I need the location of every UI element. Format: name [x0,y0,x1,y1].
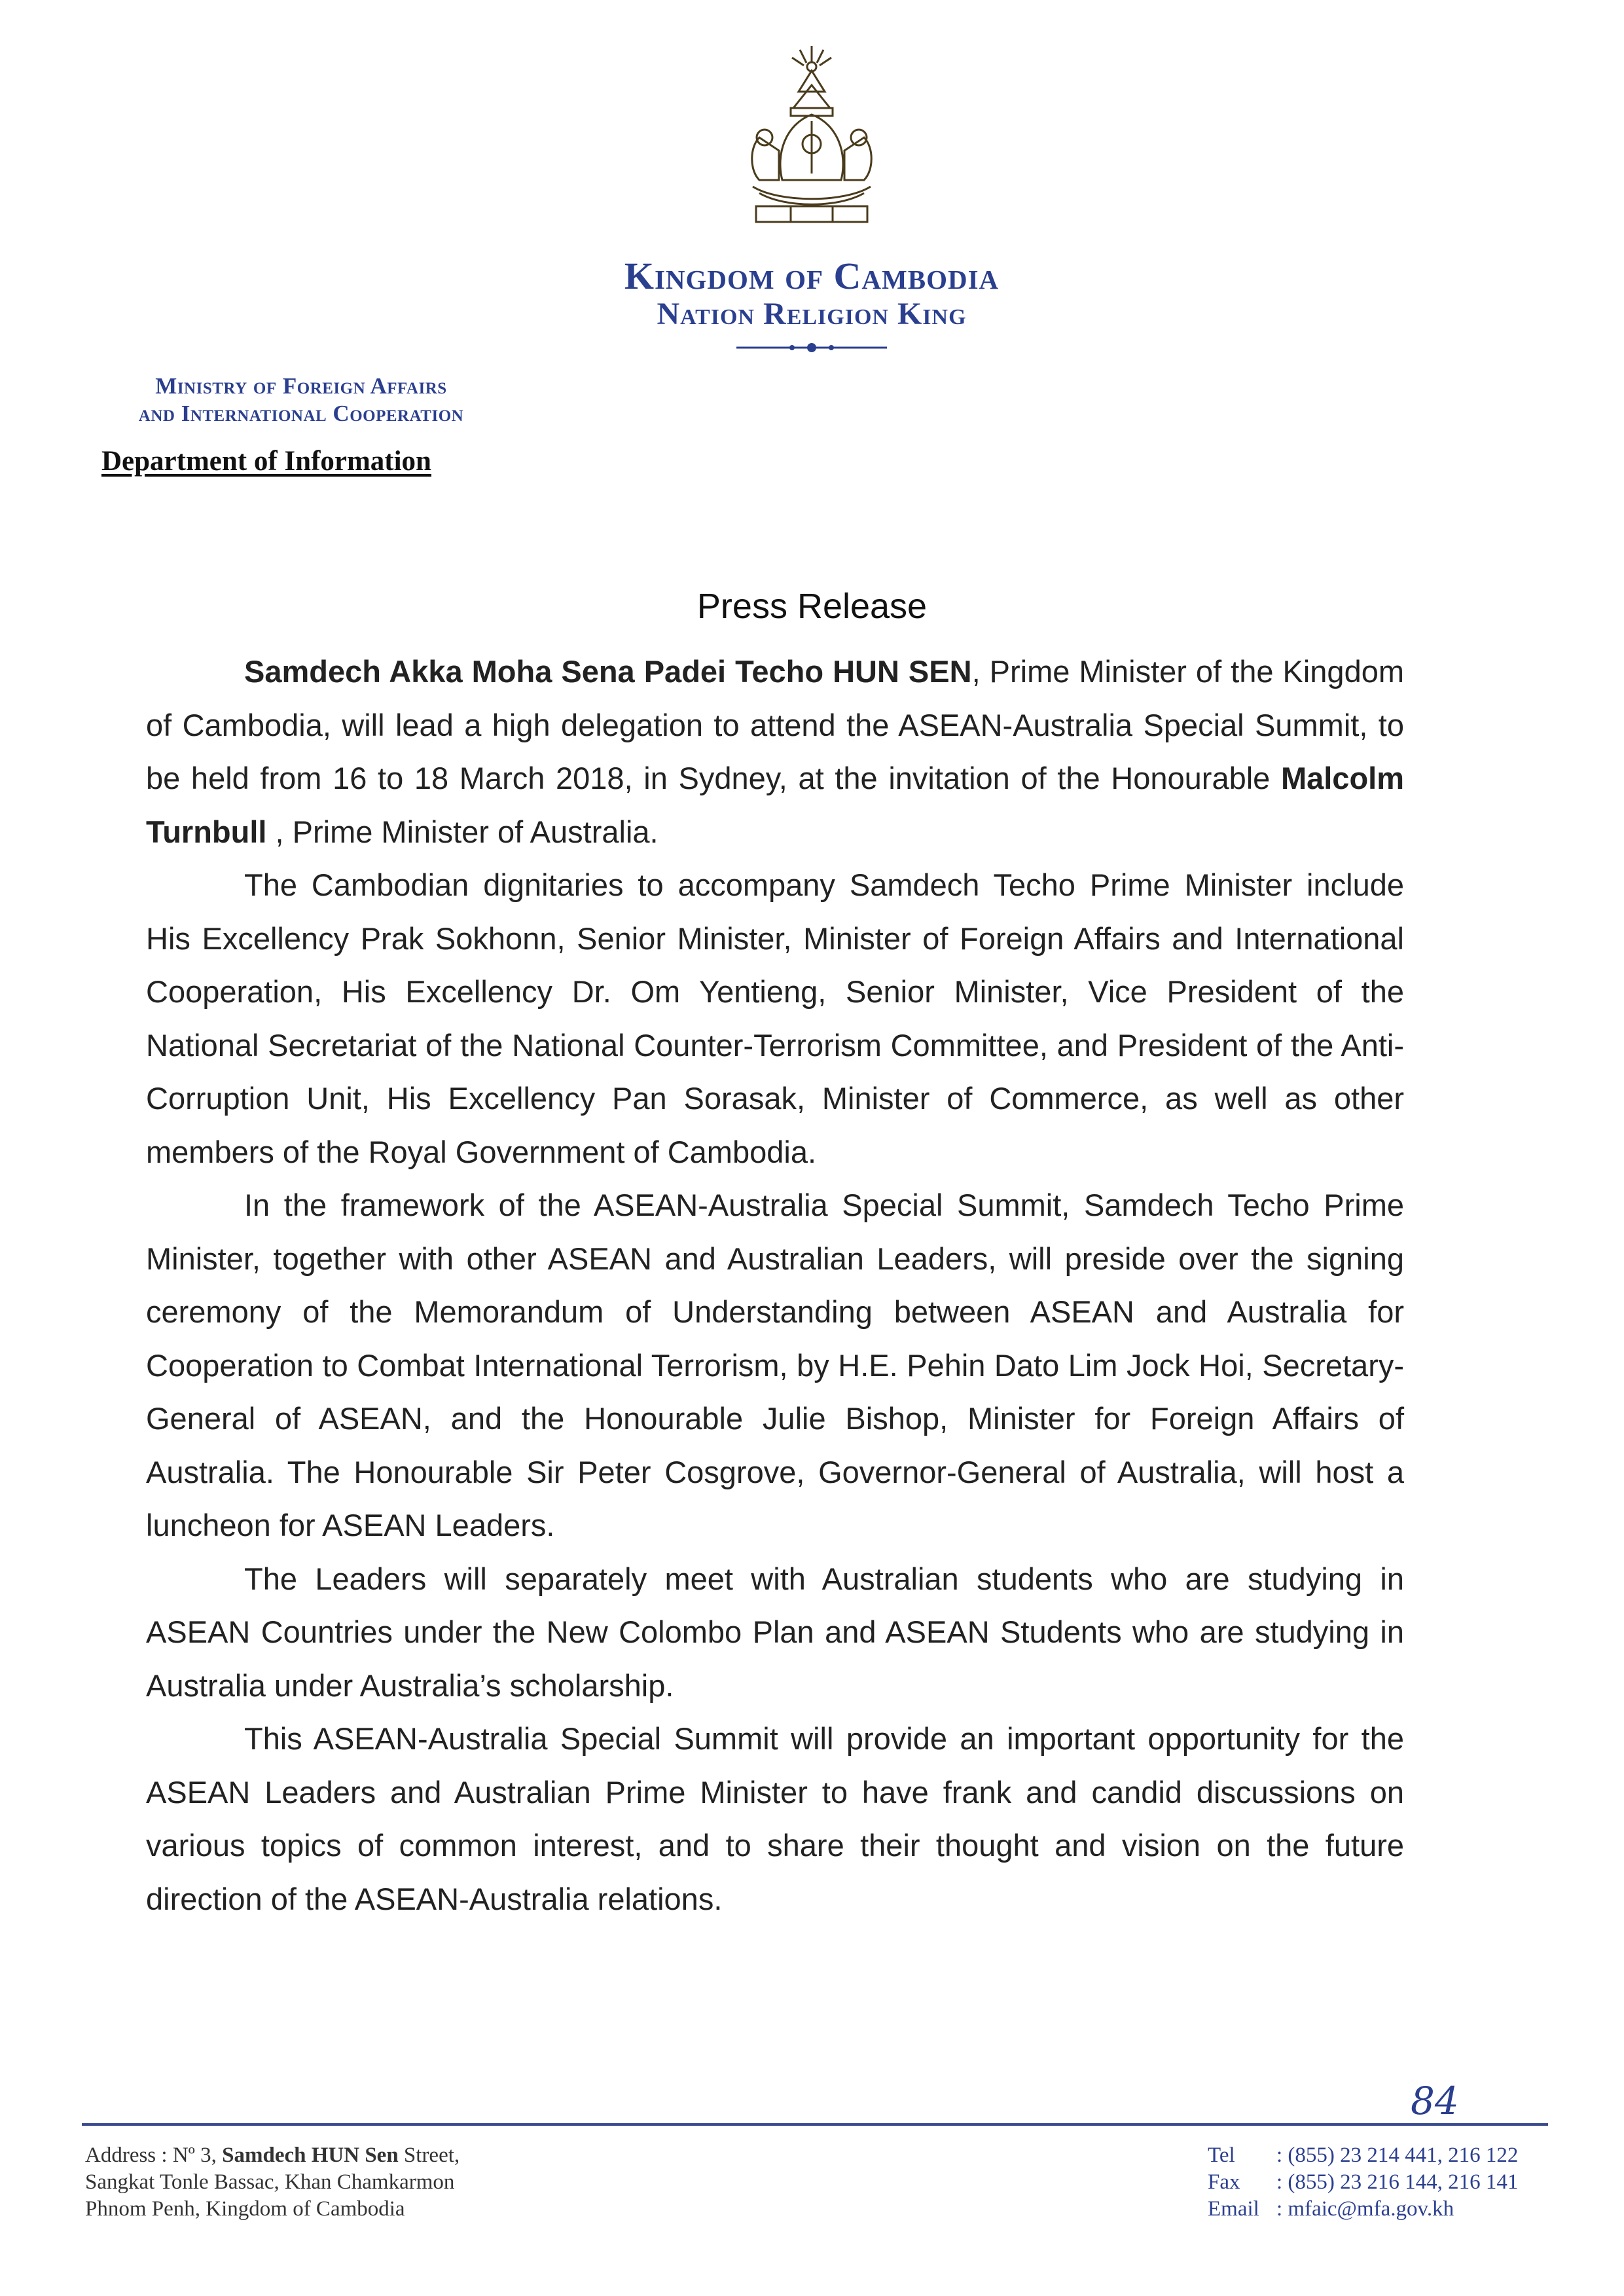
paragraph-3: In the framework of the ASEAN-Australia Special Summit, Samdech Techo Prime Minister, together with other ASEAN and Australian Leaders, will preside over the signing ceremony of the Memorandum of Understanding between ASEAN and Australia for Cooperation to Combat International Terrorism, by H.E. Pehin Dato Lim Jock Hoi, Secretary-General of ASEAN, and the Honourable Julie Bishop, Minister for Foreign Affairs of Australia. The Honourable Sir Peter Cosgrove, Governor-General of Australia, will host a luncheon for ASEAN Leaders. [146,1188,1404,1542]
ministry-name-line1: Ministry of Foreign Affairs [155,373,447,399]
press-release-body [146,645,1404,1925]
ornament-divider-icon [736,339,887,356]
contact-email: Email : mfaic@mfa.gov.kh [1208,2197,1454,2221]
footer-contact [1208,2142,1518,2223]
handwritten-initial: 84 [1411,2079,1459,2123]
paragraph-4: The Leaders will separately meet with Australian students who are studying in ASEAN Countries under the New Colombo Plan and ASEAN Students who are studying in Australia under Australia’s scholarship. [146,1561,1404,1703]
royal-emblem-icon [713,39,910,236]
contact-tel: Tel : (855) 23 214 441, 216 122 [1208,2143,1519,2167]
australian-pm-name: Malcolm Turnbull [146,761,1404,849]
contact-fax: Fax : (855) 23 216 144, 216 141 [1208,2170,1519,2194]
paragraph-2: The Cambodian dignitaries to accompany Samdech Techo Prime Minister include His Excellency Prak Sokhonn, Senior Minister, Minister of Foreign Affairs and International Cooperation, His Excellency Dr. Om Yentieng, Senior Minister, Vice President of the National Secretariat of the National Counter-Terrorism Committee, and President of the Anti-Corruption Unit, His Excellency Pan Sorasak, Minister of Commerce, as well as other members of the Royal Government of Cambodia. [146,867,1404,1169]
department-name: Department of Information [101,446,431,477]
pm-name: Samdech Akka Moha Sena Padei Techo HUN SEN [244,654,972,689]
kingdom-title: Kingdom of Cambodia [624,255,1000,297]
footer-address: Address : Nº 3, Samdech HUN Sen Street, Sangkat Tonle Bassac, Khan Chamkarmon Phnom Penh, Kingdom of Cambodia [85,2143,460,2221]
paragraph-5: This ASEAN-Australia Special Summit will provide an important opportunity for the ASEAN Leaders and Australian Prime Minister to have frank and candid discussions on various topics of common interest, and to share their thought and vision on the future direction of the ASEAN-Australia relations. [146,1721,1404,1916]
press-release-title: Press Release [696,587,928,626]
ministry-name-line2: and International Cooperation [138,401,464,426]
footer-divider [82,2123,1548,2126]
paragraph-1: Samdech Akka Moha Sena Padei Techo HUN SEN, Prime Minister of the Kingdom of Cambodia, will lead a high delegation to attend the ASEAN-Australia Special Summit, to be held from 16 to 18 March 2018, in Sydney, at the invitation of the Honourable Malcolm Turnbull , Prime Minister of Australia. [146,654,1405,849]
kingdom-motto: Nation Religion King [657,297,967,331]
